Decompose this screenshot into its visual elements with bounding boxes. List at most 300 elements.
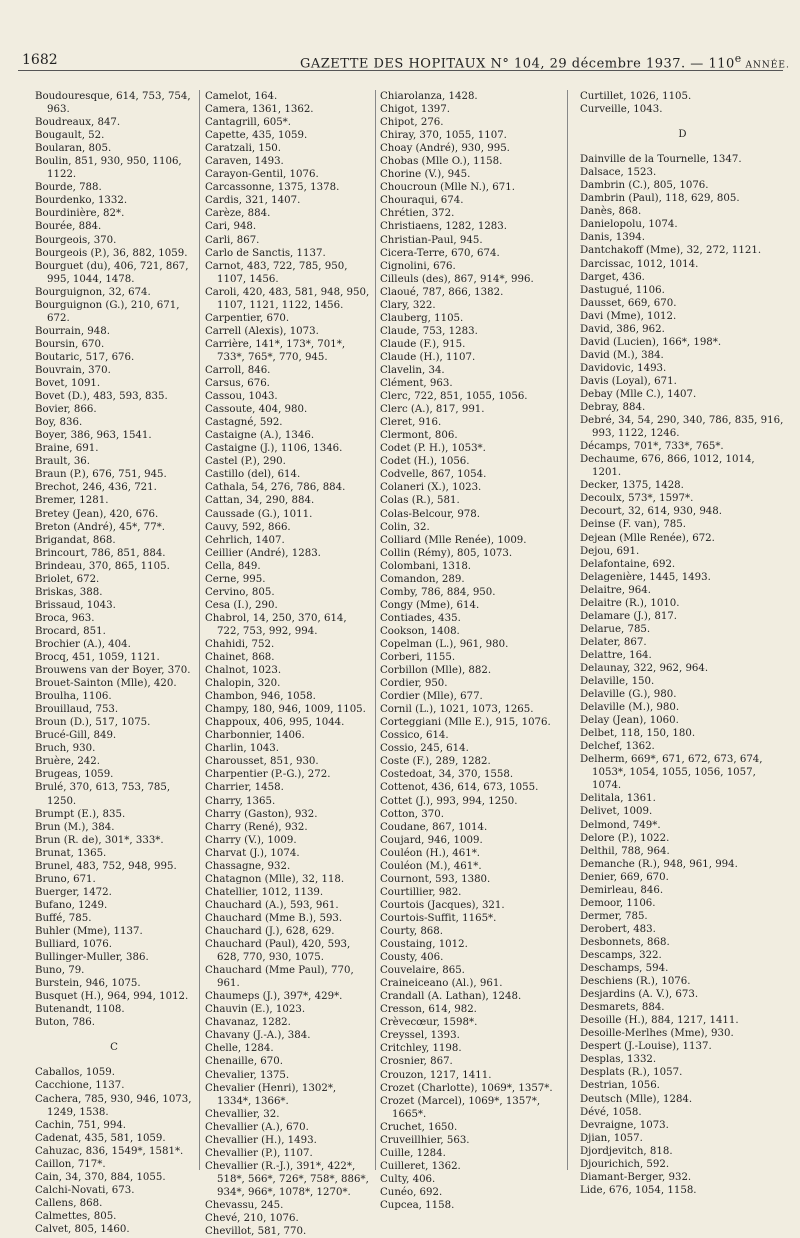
index-entry: Brucé-Gill, 849.	[35, 730, 117, 742]
index-entry: Chevassu, 245.	[205, 1199, 284, 1211]
running-header	[0, 52, 800, 72]
index-entry: Bourde, 788.	[35, 182, 102, 194]
index-entry: Crouzon, 1217, 1411.	[380, 1069, 492, 1081]
index-entry: Christiaens, 1282, 1283.	[380, 221, 508, 233]
index-entry: Braun (P.), 676, 751, 945.	[35, 469, 167, 481]
index-entry: Cari, 948.	[205, 221, 257, 233]
index-entry: Chainet, 868.	[205, 652, 275, 664]
index-entry: Cruchet, 1650.	[380, 1121, 458, 1133]
index-entry: Boularan, 805.	[35, 143, 112, 155]
index-entry: Brun (M.), 384.	[35, 821, 115, 833]
index-entry: Decoulx, 573*, 1597*.	[580, 493, 694, 505]
index-entry: Chevalier, 1375.	[205, 1069, 290, 1081]
index-entry: Delmond, 749*.	[580, 819, 661, 831]
index-entry: Delamare (J.), 817.	[580, 610, 678, 622]
index-entry: Delaville, 150.	[580, 676, 655, 688]
index-entry: Creyssel, 1393.	[380, 1030, 460, 1042]
page-number: 1682	[22, 52, 58, 68]
index-entry: Coudane, 867, 1014.	[380, 821, 488, 833]
index-entry: Cordier (Mlle), 677.	[380, 691, 483, 703]
index-entry: Bourdenko, 1332.	[35, 195, 128, 207]
index-entry: Charry (V.), 1009.	[205, 834, 297, 846]
index-entry: Danielopolu, 1074.	[580, 219, 678, 231]
index-entry: Brechot, 246, 436, 721.	[35, 482, 157, 494]
index-entry: Delattre, 164.	[580, 649, 652, 661]
index-entry: Castel (P.), 290.	[205, 456, 286, 468]
index-entry: Clermont, 806.	[380, 430, 458, 442]
index-entry: Colas (R.), 581.	[380, 495, 460, 507]
index-entry: Chahidi, 752.	[205, 638, 275, 650]
index-entry: Desbonnets, 868.	[580, 936, 670, 948]
index-entry: Cacchione, 1137.	[35, 1080, 125, 1092]
index-entry: Broun (D.), 517, 1075.	[35, 717, 151, 729]
index-entry: Dambrin (C.), 805, 1076.	[580, 180, 709, 192]
index-entry: Chipot, 276.	[380, 117, 444, 129]
index-entry: Demirleau, 846.	[580, 884, 664, 896]
index-entry: Carnot, 483, 722, 785, 950, 1107, 1456.	[205, 260, 348, 285]
index-entry: Briskas, 388.	[35, 586, 103, 598]
index-entry: Cachin, 751, 994.	[35, 1119, 127, 1131]
index-entry: Craineiceano (Al.), 961.	[380, 978, 503, 990]
index-entry: Camera, 1361, 1362.	[205, 104, 314, 116]
index-entry: Claude (F.), 915.	[380, 338, 466, 350]
index-entry: Bruno, 671.	[35, 873, 96, 885]
index-entry: Buno, 79.	[35, 965, 85, 977]
index-entry: Cornil (L.), 1021, 1073, 1265.	[380, 704, 534, 716]
index-entry: Bourgeois, 370.	[35, 234, 117, 246]
index-entry: Comby, 786, 884, 950.	[380, 586, 496, 598]
index-entry: Caratzali, 150.	[205, 143, 282, 155]
index-entry: Courty, 868.	[380, 926, 444, 937]
ordinal-suffix: e	[734, 52, 742, 65]
index-entry: Congy (Mme), 614.	[380, 599, 480, 611]
index-entry: Couléon (M.), 461*.	[380, 860, 482, 872]
index-entry: Chelle, 1284.	[205, 1043, 274, 1055]
index-entry: Carroll, 846.	[205, 364, 271, 376]
index-entry: Bovet, 1091.	[35, 378, 101, 390]
index-entry: Clerc, 722, 851, 1055, 1056.	[380, 391, 528, 403]
index-entry: Crozet (Marcel), 1069*, 1357*, 1665*.	[380, 1095, 541, 1120]
index-entry: Cain, 34, 370, 884, 1055.	[35, 1171, 166, 1183]
index-entry: Calvet, 805, 1460.	[35, 1223, 130, 1235]
index-entry: Charbonnier, 1406.	[205, 730, 305, 742]
index-entry: Destrian, 1056.	[580, 1080, 660, 1092]
index-entry: Carcassonne, 1375, 1378.	[205, 182, 340, 194]
index-entry: Boy, 836.	[35, 417, 83, 429]
index-entry: Bretey (Jean), 420, 676.	[35, 508, 159, 520]
index-entry: Delaitre, 964.	[580, 584, 651, 596]
index-entry: Bullinger-Muller, 386.	[35, 952, 149, 964]
index-entry: Cossio, 245, 614.	[380, 743, 469, 755]
index-entry: Brunel, 483, 752, 948, 995.	[35, 860, 177, 872]
index-entry: Broulha, 1106.	[35, 691, 112, 703]
index-entry: Bourée, 884.	[35, 221, 102, 233]
index-entry: Dévé, 1058.	[580, 1106, 642, 1118]
index-entry: Dastugué, 1106.	[580, 284, 665, 296]
index-entry: Braine, 691.	[35, 443, 99, 455]
index-entry: Cesa (I.), 290.	[205, 599, 278, 611]
index-entry: Carrière, 141*, 173*, 701*, 733*, 765*, 770, 945.	[205, 338, 346, 363]
index-entry: Charry (Gaston), 932.	[205, 808, 318, 820]
index-entry: Bourguet (du), 406, 721, 867, 995, 1044, 1478.	[35, 260, 189, 285]
index-entry: Cantagrill, 605*.	[205, 117, 292, 129]
index-entry: Bremer, 1281.	[35, 495, 109, 507]
annee-label: ANNÉE.	[741, 60, 790, 71]
index-entry: Castillo (del), 614.	[205, 469, 301, 481]
index-entry: Buerger, 1472.	[35, 886, 112, 898]
index-entry: Ceillier (André), 1283.	[205, 547, 321, 559]
index-entry: Davi (Mme), 1012.	[580, 310, 677, 322]
index-entry: Brouillaud, 753.	[35, 704, 119, 716]
index-entry: Curtillet, 1026, 1105.	[580, 91, 692, 102]
index-entry: Charlin, 1043.	[205, 743, 280, 755]
index-entry: Derobert, 483.	[580, 923, 656, 935]
index-entry: Chouraqui, 674.	[380, 195, 464, 207]
index-entry: Debray, 884.	[580, 402, 646, 414]
index-entry: Cardis, 321, 1407.	[205, 195, 301, 207]
index-entry: Breton (André), 45*, 77*.	[35, 521, 166, 533]
index-entry: Chavanaz, 1282.	[205, 1017, 291, 1029]
index-entry: Bouvrain, 370.	[35, 364, 111, 376]
index-entry: David (Lucien), 166*, 198*.	[580, 336, 722, 348]
index-column-3	[380, 90, 555, 1212]
index-entry: Crosnier, 867.	[380, 1056, 453, 1068]
index-entry: Chatellier, 1012, 1139.	[205, 886, 324, 898]
index-entry: Caraven, 1493.	[205, 156, 284, 168]
index-entry: Brouwens van der Boyer, 370.	[35, 665, 191, 677]
index-entry: Darcissac, 1012, 1014.	[580, 258, 699, 270]
index-entry: Brumpt (E.), 835.	[35, 808, 126, 820]
index-entry: Chappoux, 406, 995, 1044.	[205, 717, 345, 729]
index-entry: Delherm, 669*, 671, 672, 673, 674, 1053*, 1054, 1055, 1056, 1057, 1074.	[580, 754, 763, 792]
index-entry: Chorine (V.), 945.	[380, 169, 471, 181]
index-entry: Chambon, 946, 1058.	[205, 691, 316, 703]
index-entry: Caussade (G.), 1011.	[205, 508, 313, 520]
index-entry: Dausset, 669, 670.	[580, 297, 677, 309]
index-entry: Brugeas, 1059.	[35, 769, 114, 781]
index-entry: Burstein, 946, 1075.	[35, 978, 141, 990]
index-entry: Callens, 868.	[35, 1197, 103, 1209]
index-entry: Delaitre (R.), 1010.	[580, 597, 680, 609]
index-entry: Christian-Paul, 945.	[380, 234, 483, 246]
index-entry: Critchley, 1198.	[380, 1043, 462, 1055]
index-entry: Caillon, 717*.	[35, 1158, 106, 1170]
index-entry: Colombani, 1318.	[380, 560, 472, 572]
index-entry: Davis (Loyal), 671.	[580, 375, 677, 387]
index-entry: Djordjevitch, 818.	[580, 1145, 673, 1157]
index-entry: Castagné, 592.	[205, 417, 283, 429]
index-entry: Clément, 963.	[380, 378, 453, 390]
index-entry: Desplats (R.), 1057.	[580, 1067, 683, 1079]
index-entry: Claoué, 787, 866, 1382.	[380, 286, 504, 298]
index-entry: Delaunay, 322, 962, 964.	[580, 662, 709, 674]
index-entry: Debré, 34, 54, 290, 340, 786, 835, 916, 993, 1122, 1246.	[580, 415, 784, 440]
index-entry: Chevillot, 581, 770.	[205, 1226, 307, 1238]
index-entry: Cassou, 1043.	[205, 391, 278, 403]
index-entry: Deinse (F. van), 785.	[580, 519, 686, 531]
index-entry: Cervino, 805.	[205, 586, 275, 598]
index-entry: Chauchard (Mme B.), 593.	[205, 912, 343, 924]
index-entry: Corbillon (Mlle), 882.	[380, 665, 492, 677]
index-entry: Choay (André), 930, 995.	[380, 143, 510, 155]
index-entry: Carpentier, 670.	[205, 312, 290, 324]
index-entry: Cossico, 614.	[380, 730, 449, 742]
index-entry: Bourdinière, 82*.	[35, 208, 125, 220]
index-entry: Brocq, 451, 1059, 1121.	[35, 652, 160, 664]
index-entry: Décamps, 701*, 733*, 765*.	[580, 441, 724, 453]
index-entry: Lide, 676, 1054, 1158.	[580, 1184, 697, 1196]
index-entry: Desoille-Merlhes (Mme), 930.	[580, 1028, 734, 1040]
index-entry: Desoille (H.), 884, 1217, 1411.	[580, 1015, 739, 1027]
index-entry: Bovet (D.), 483, 593, 835.	[35, 391, 168, 403]
index-entry: Cuille, 1284.	[380, 1147, 446, 1159]
index-entry: Cordier, 950.	[380, 678, 448, 690]
index-entry: Castaigne (J.), 1106, 1346.	[205, 443, 343, 455]
index-entry: Deschiens (R.), 1076.	[580, 976, 691, 988]
index-column-4	[580, 90, 785, 1197]
index-entry: Dejou, 691.	[580, 545, 640, 557]
index-entry: Claude (H.), 1107.	[380, 351, 476, 363]
index-entry: Busquet (H.), 964, 994, 1012.	[35, 991, 189, 1003]
index-entry: Cignolini, 676.	[380, 260, 456, 272]
index-entry: Cupcea, 1158.	[380, 1199, 455, 1211]
index-entry: Colliard (Mlle Renée), 1009.	[380, 534, 527, 546]
index-entry: Cresson, 614, 982.	[380, 1004, 477, 1016]
index-entry: Dambrin (Paul), 118, 629, 805.	[580, 193, 740, 205]
index-entry: Cassoute, 404, 980.	[205, 404, 308, 416]
index-entry: Deutsch (Mlle), 1284.	[580, 1093, 693, 1105]
index-entry: Chassagne, 932.	[205, 860, 291, 872]
index-entry: Colas-Belcour, 978.	[380, 508, 481, 520]
index-entry: Brocard, 851.	[35, 625, 106, 637]
index-entry: Claude, 753, 1283.	[380, 325, 478, 337]
index-entry: Delaville (G.), 980.	[580, 689, 677, 701]
index-entry: Brault, 36.	[35, 456, 91, 468]
column-divider	[567, 90, 568, 1170]
index-entry: Charousset, 851, 930.	[205, 756, 319, 768]
index-entry: Delchef, 1362.	[580, 741, 655, 753]
index-entry: Buton, 786.	[35, 1017, 95, 1029]
index-entry: Chauchard (Paul), 420, 593, 628, 770, 930, 1075.	[205, 939, 351, 964]
index-entry: Chrétien, 372.	[380, 208, 455, 220]
index-entry: Chalopin, 320.	[205, 678, 281, 690]
index-entry: Cotton, 370.	[380, 808, 444, 820]
index-entry: Brochier (A.), 404.	[35, 638, 131, 650]
index-entry: Cadenat, 435, 581, 1059.	[35, 1132, 166, 1144]
index-entry: Despert (J.-Louise), 1137.	[580, 1041, 712, 1053]
index-entry: Cella, 849.	[205, 560, 261, 572]
index-entry: Dermer, 785.	[580, 910, 648, 922]
index-entry: Cruveillhier, 563.	[380, 1134, 470, 1146]
index-entry: Capette, 435, 1059.	[205, 130, 308, 142]
index-entry: Comandon, 289.	[380, 573, 465, 585]
index-entry: Bruch, 930.	[35, 743, 96, 755]
index-entry: Dejean (Mlle Renée), 672.	[580, 532, 715, 544]
index-entry: Chiarolanza, 1428.	[380, 91, 478, 102]
section-letter: C	[110, 1042, 118, 1054]
index-entry: Carèze, 884.	[205, 208, 271, 220]
index-entry: Corteggiani (Mlle E.), 915, 1076.	[380, 717, 551, 729]
index-entry: Brigandat, 868.	[35, 534, 116, 546]
index-entry: Chauchard (Mme Paul), 770, 961.	[205, 965, 354, 990]
index-entry: Butenandt, 1108.	[35, 1004, 125, 1016]
index-entry: Delivet, 1009.	[580, 806, 653, 818]
index-entry: Clavelin, 34.	[380, 364, 445, 376]
index-entry: Chauchard (A.), 593, 961.	[205, 899, 339, 911]
index-entry: Chauvin (E.), 1023.	[205, 1004, 306, 1016]
index-column-2	[205, 90, 370, 1238]
index-entry: Darget, 436.	[580, 271, 645, 283]
index-column-1	[35, 90, 193, 1236]
index-entry: Champy, 180, 946, 1009, 1105.	[205, 704, 366, 716]
section-letter: D	[678, 129, 687, 141]
index-entry: Danis, 1394.	[580, 232, 645, 244]
index-entry: Cicera-Terre, 670, 674.	[380, 247, 500, 259]
index-entry: Buhler (Mme), 1137.	[35, 926, 143, 937]
index-entry: Danès, 868.	[580, 206, 642, 218]
index-entry: Bruère, 242.	[35, 756, 101, 768]
index-entry: Boulin, 851, 930, 950, 1106, 1122.	[35, 156, 182, 181]
index-entry: Cehrlich, 1407.	[205, 534, 285, 546]
index-entry: Costedoat, 34, 370, 1558.	[380, 769, 514, 781]
index-entry: Delafontaine, 692.	[580, 558, 676, 570]
journal-title: GAZETTE DES HOPITAUX N° 104, 29 décembre 1937. — 110	[300, 56, 735, 72]
index-entry: Delore (P.), 1022.	[580, 832, 670, 844]
index-entry: Colin, 32.	[380, 521, 430, 533]
index-entry: Devraigne, 1073.	[580, 1119, 669, 1131]
index-entry: Coste (F.), 289, 1282.	[380, 756, 491, 768]
index-entry: Carli, 867.	[205, 234, 260, 246]
index-entry: Chenaille, 670.	[205, 1056, 283, 1068]
index-entry: Caroli, 420, 483, 581, 948, 950, 1107, 1121, 1122, 1456.	[205, 286, 370, 311]
index-entry: Courtois-Suffit, 1165*.	[380, 912, 497, 924]
index-entry: Deschamps, 594.	[580, 963, 669, 975]
index-entry: Brindeau, 370, 865, 1105.	[35, 560, 170, 572]
index-entry: Decourt, 32, 614, 930, 948.	[580, 506, 723, 518]
index-entry: Carrell (Alexis), 1073.	[205, 325, 319, 337]
index-entry: Bovier, 866.	[35, 404, 97, 416]
index-entry: Castaigne (A.), 1346.	[205, 430, 315, 442]
index-entry: Desplas, 1332.	[580, 1054, 657, 1066]
index-entry: Cilleuls (des), 867, 914*, 996.	[380, 273, 534, 285]
index-entry: Cottet (J.), 993, 994, 1250.	[380, 795, 518, 807]
index-entry: Cauvy, 592, 866.	[205, 521, 291, 533]
index-entry: Chevallier, 32.	[205, 1108, 280, 1120]
index-entry: Couvelaire, 865.	[380, 965, 465, 977]
index-entry: Bulliard, 1076.	[35, 939, 112, 951]
index-entry: Demoor, 1106.	[580, 897, 656, 909]
index-entry: Dalsace, 1523.	[580, 167, 657, 179]
index-entry: Courtois (Jacques), 321.	[380, 899, 505, 911]
index-entry: Dantchakoff (Mme), 32, 272, 1121.	[580, 245, 762, 257]
index-entry: Boursin, 670.	[35, 338, 105, 350]
index-entry: Cattan, 34, 290, 884.	[205, 495, 315, 507]
index-entry: Culty, 406.	[380, 1173, 436, 1185]
index-entry: Chalnot, 1023.	[205, 665, 282, 677]
index-entry: Cathala, 54, 276, 786, 884.	[205, 482, 346, 494]
index-entry: Demanche (R.), 948, 961, 994.	[580, 858, 738, 870]
index-entry: Cottenot, 436, 614, 673, 1055.	[380, 782, 539, 794]
index-entry: Cunéo, 692.	[380, 1186, 443, 1198]
index-entry: Cahuzac, 836, 1549*, 1581*.	[35, 1145, 184, 1157]
index-entry: Chaumeps (J.), 397*, 429*.	[205, 991, 343, 1003]
index-entry: Djian, 1057.	[580, 1132, 643, 1144]
index-entry: Coujard, 946, 1009.	[380, 834, 483, 846]
index-entry: Delbet, 118, 150, 180.	[580, 728, 696, 740]
index-entry: Boutaric, 517, 676.	[35, 351, 135, 363]
index-entry: Clauberg, 1105.	[380, 312, 464, 324]
index-entry: Chevallier (R.-J.), 391*, 422*, 518*, 566*, 726*, 758*, 886*, 934*, 966*, 1078*, 1270*.	[205, 1160, 369, 1198]
column-divider	[375, 90, 376, 1170]
index-entry: Dainville de la Tournelle, 1347.	[580, 154, 742, 166]
index-entry: Brincourt, 786, 851, 884.	[35, 547, 166, 559]
index-entry: Bourguignon, 32, 674.	[35, 286, 151, 298]
index-entry: Davidovic, 1493.	[580, 362, 667, 374]
index-entry: Delitala, 1361.	[580, 793, 656, 805]
index-entry: David, 386, 962.	[580, 323, 665, 335]
index-entry: Briolet, 672.	[35, 573, 100, 585]
index-entry: Coustaing, 1012.	[380, 939, 468, 951]
index-entry: Couléon (H.), 461*.	[380, 847, 481, 859]
index-entry: Brouet-Sainton (Mlle), 420.	[35, 678, 177, 690]
index-entry: Charry, 1365.	[205, 795, 276, 807]
index-entry: Diamant-Berger, 932.	[580, 1171, 692, 1183]
index-entry: Chauchard (J.), 628, 629.	[205, 926, 335, 937]
index-entry: Colaneri (X.), 1023.	[380, 482, 482, 494]
index-entry: Carsus, 676.	[205, 378, 270, 390]
index-entry: Caballos, 1059.	[35, 1067, 115, 1079]
index-entry: Clerc (A.), 817, 991.	[380, 404, 485, 416]
index-entry: Curveille, 1043.	[580, 104, 663, 116]
index-entry: Clary, 322.	[380, 299, 436, 311]
index-entry: Bufano, 1249.	[35, 899, 108, 911]
index-entry: Bourguignon (G.), 210, 671, 672.	[35, 299, 180, 324]
running-title	[300, 52, 790, 71]
index-entry: Debay (Mlle C.), 1407.	[580, 388, 697, 400]
index-entry: Delaville (M.), 980.	[580, 702, 680, 714]
index-entry: Brulé, 370, 613, 753, 785, 1250.	[35, 782, 171, 807]
index-entry: Cuilleret, 1362.	[380, 1160, 461, 1172]
index-entry: Boyer, 386, 963, 1541.	[35, 430, 152, 442]
index-entry: Chevallier (A.), 670.	[205, 1121, 309, 1133]
index-entry: Cleret, 916.	[380, 417, 442, 429]
index-entry: Delarue, 785.	[580, 623, 651, 635]
index-entry: Chevallier (H.), 1493.	[205, 1134, 317, 1146]
index-entry: Carayon-Gentil, 1076.	[205, 169, 319, 181]
index-entry: Delater, 867.	[580, 636, 647, 648]
index-entry: Chatagnon (Mlle), 32, 118.	[205, 873, 345, 885]
index-entry: Charvat (J.), 1074.	[205, 847, 300, 859]
index-entry: Delagenière, 1445, 1493.	[580, 571, 711, 583]
index-entry: Desmarets, 884.	[580, 1002, 665, 1014]
index-entry: Camelot, 164.	[205, 91, 278, 102]
header-rule	[18, 70, 783, 71]
index-entry: Boudouresque, 614, 753, 754, 963.	[35, 91, 191, 116]
index-entry: Buffé, 785.	[35, 912, 92, 924]
index-entry: Crozet (Charlotte), 1069*, 1357*.	[380, 1082, 553, 1094]
index-entry: Charry (René), 932.	[205, 821, 308, 833]
index-entry: Codvelle, 867, 1054.	[380, 469, 487, 481]
index-entry: Charrier, 1458.	[205, 782, 284, 794]
index-entry: Crèvecœur, 1598*.	[380, 1017, 478, 1029]
index-entry: Collin (Rémy), 805, 1073.	[380, 547, 513, 559]
index-entry: Calchi-Novati, 673.	[35, 1184, 135, 1196]
index-entry: Broca, 963.	[35, 612, 95, 624]
index-entry: Chevallier (P.), 1107.	[205, 1147, 313, 1159]
index-entry: Djourichich, 592.	[580, 1158, 670, 1170]
index-entry: Chevé, 210, 1076.	[205, 1213, 299, 1225]
index-entry: Delthil, 788, 964.	[580, 845, 670, 857]
